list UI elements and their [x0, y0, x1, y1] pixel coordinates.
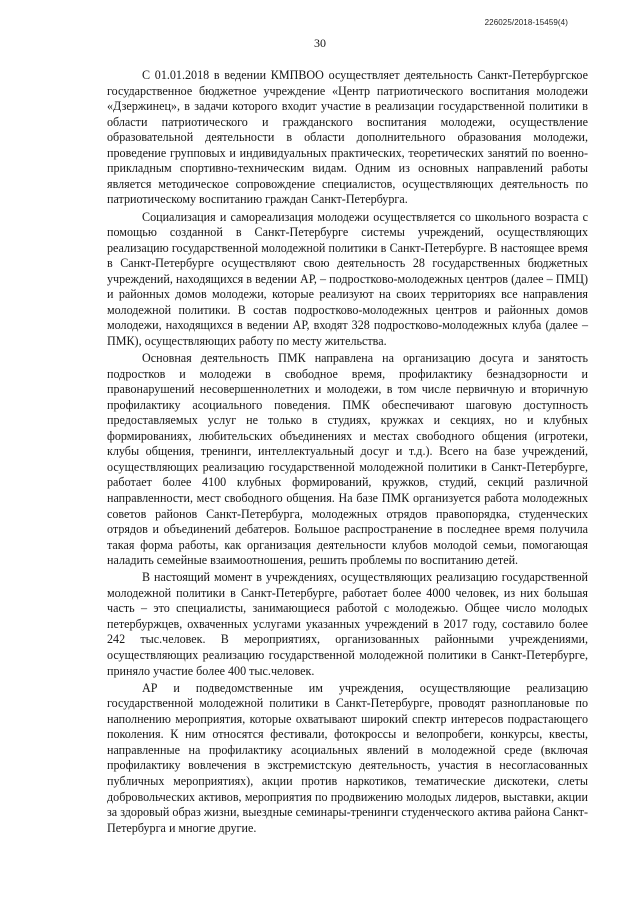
paragraph-socialization-system: Социализация и самореализация молодежи осуществляется со школьного возраста с помощью созданной в Санкт-Петербурге системы учреждений, осуществляющих реализацию государственной молодежной политики в Санкт-Петербурге. В настоящее время в Санкт-Петербурге осуществляют свою деятельность 28 государственных бюджетных учреждений, находящихся в ведении АР, – подростково-молодежных центров (далее – ПМЦ) и районных домов молодежи, которые реализуют на своих территориях все направления молодежной политики. В состав подростково-молодежных центров и районных домов молодежи, находящихся в ведении АР, входят 328 подростково-молодежных клуба (далее – ПМК), осуществляющих работу по месту жительства.: [107, 209, 588, 348]
document-registration-number: 226025/2018-15459(4): [484, 18, 568, 27]
paragraph-staff-and-coverage: В настоящий момент в учреждениях, осуществляющих реализацию государственной молодежной политики в Санкт-Петербурге, работает более 4000 человек, из них большая часть – это специалисты, занимающиеся работой с молодежью. Общее число молодых петербуржцев, охваченных услугами указанных учреждений в 2017 году, составило более 242 тыс.человек. В мероприятиях, организованных районными учреждениями, осуществляющих реализацию государственной молодежной политики в Санкт-Петербурге, приняло участие более 400 тыс.человек.: [107, 570, 588, 678]
page-number: 30: [314, 36, 326, 50]
paragraph-events: АР и подведомственные им учреждения, осуществляющие реализацию государственной молодежной политики в Санкт-Петербурге, проводят разноплановые по наполнению мероприятия, которые охватывают широкий спектр интересов подрастающего поколения. К ним относятся фестивали, фотокроссы и велопробеги, конкурсы, квесты, направленные на профилактику асоциальных явлений в молодежной среде (включая профилактику вовлечения в экстремистскую деятельность, участия в несогласованных публичных мероприятиях), акции против наркотиков, тематические дискотеки, слеты добровольческих активов, мероприятия по продвижению молодых лидеров, выставки, акции за здоровый образ жизни, выездные семинары-тренинги студенческого актива района Санкт-Петербурга и многие другие.: [107, 680, 588, 835]
paragraph-youth-clubs-activity: Основная деятельность ПМК направлена на организацию досуга и занятость подростков и молодежи в свободное время, профилактику безнадзорности и правонарушений несовершеннолетних и молодежи, в том числе первичную и вторичную профилактику асоциального поведения. ПМК обеспечивают шаговую доступность предоставляемых услуг не только в студиях, кружках и секциях, но и клубных формированиях, любительских объединениях и местах свободного общения (игротеки, клубы общения, тренинги, интеллектуальный досуг и т.д.). Всего на базе учреждений, осуществляющих реализацию государственной молодежной политики в Санкт-Петербурге, работает более 4100 клубных формирований, кружков, студий, секций различной направленности, мест свободного общения. На базе ПМК организуется работа молодежных советов районов Санкт-Петербурга, молодежных отрядов правопорядка, студенческих отрядов и объединений дебатеров. Большое распространение в последнее время получила такая форма работы, как организация деятельности клубов молодой семьи, помогающая наладить семейные взаимоотношения, решить проблемы по воспитанию детей.: [107, 351, 588, 568]
document-body: [107, 68, 588, 838]
paragraph-dzerzhinets-center: С 01.01.2018 в ведении КМПВОО осуществляет деятельность Санкт-Петербургское государственное бюджетное учреждение «Центр патриотического воспитания молодежи «Дзержинец», в задачи которого входит участие в реализации государственной политики в области патриотического и гражданского воспитания молодежи, осуществление образовательной деятельности в области дополнительного образования молодежи, проведение групповых и индивидуальных практических, теоретических занятий по военно-прикладным спортивно-техническим видам. Одним из основных направлений работы является методическое сопровождение специалистов, осуществляющих деятельность по патриотическому воспитанию граждан Санкт-Петербурга.: [107, 68, 588, 207]
